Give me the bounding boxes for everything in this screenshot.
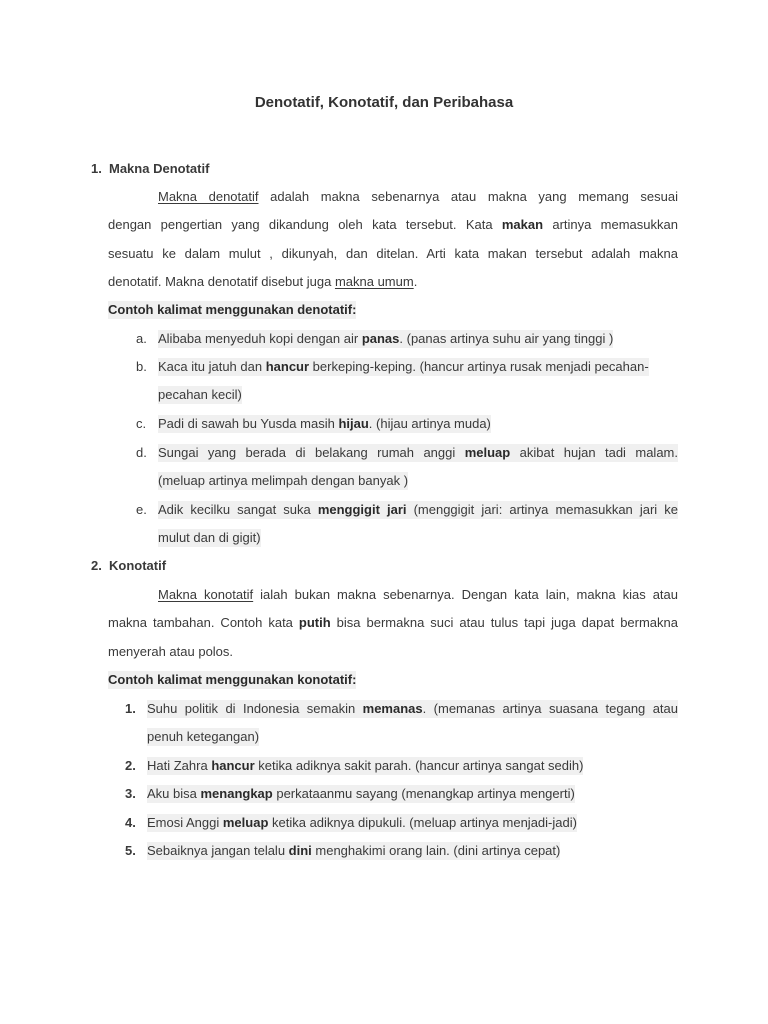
s1-item-b [158,358,649,376]
s2-item-4-rest: ketika adiknya dipukuli. (meluap artinya menjadi-jadi) [268,815,577,830]
s1-item-e-rest: (menggigit jari: artinya memasukkan jari ke [406,502,678,517]
s1-para-line-1 [158,188,678,206]
s2-item-5-text: Sebaiknya jangan telalu [147,843,289,858]
s1-item-d-rest: akibat hujan tadi malam. [510,445,678,460]
s2-line2-b: bisa bermakna suci atau tulus tapi juga dapat bermakna [330,615,678,630]
s1-item-e [158,501,678,519]
s1-item-b-bold: hancur [265,359,310,374]
s2-item-1-cont: penuh ketegangan) [147,729,260,744]
s1-para-line-4 [108,273,417,291]
s2-item-1-bold: memanas [362,701,423,716]
s1-item-e-text: Adik kecilku sangat suka [158,502,318,517]
s1-examples-label [108,301,356,319]
s1-line4-b: . [413,274,418,289]
s1-item-b-rest: berkeping-keping. (hancur artinya rusak menjadi pecahan- [309,359,649,374]
s2-item-4-bold: meluap [222,815,269,830]
s2-para-line-3: menyerah atau polos. [108,644,234,659]
s2-item-marker: 3. [125,786,136,801]
s1-line4-underline: makna umum [334,274,414,289]
s2-item-marker: 4. [125,815,136,830]
s1-item-b-cont: pecahan kecil) [158,387,242,402]
s2-item-2-rest: ketika adiknya sakit parah. (hancur artinya sangat sedih) [254,758,584,773]
s2-item-2-text: Hati Zahra [147,758,212,773]
s2-item-3-bold: menangkap [200,786,273,801]
s1-item-marker: c. [136,416,147,431]
s2-line2-bold: putih [298,615,331,630]
s1-item-d [158,444,678,462]
s1-para-line-2 [108,216,678,234]
s2-para-line-2 [108,614,678,632]
section-1-number: 1. [91,161,102,176]
section-2-number: 2. [91,558,102,573]
s2-item-2 [147,757,583,775]
s2-item-3 [147,785,575,803]
s1-line4-a: denotatif. Makna denotatif disebut juga [108,274,335,289]
s1-item-c-bold: hijau [338,416,369,431]
s1-item-d-bold: meluap [464,445,511,460]
section-1-heading: Makna Denotatif [109,161,210,176]
s1-item-a-rest: . (panas artinya suhu air yang tinggi ) [399,331,614,346]
s2-item-marker: 1. [125,701,136,716]
s2-item-4 [147,814,577,832]
s2-item-5-bold: dini [288,843,312,858]
s2-item-5 [147,842,560,860]
s2-item-4-text: Emosi Anggi [147,815,223,830]
s2-item-2-bold: hancur [211,758,255,773]
s1-examples-label-text: Contoh kalimat menggunakan denotatif: [108,302,357,317]
s2-item-3-rest: perkataanmu sayang (menangkap artinya mengerti) [272,786,575,801]
s1-line2-a: dengan pengertian yang dikandung oleh kata tersebut. Kata [108,217,502,232]
s2-para-line-1 [158,586,678,604]
s2-item-marker: 5. [125,843,136,858]
document-title: Denotatif, Konotatif, dan Peribahasa [254,94,514,111]
s2-examples-label [108,671,356,689]
s2-item-1 [147,700,678,718]
s1-item-marker: d. [136,445,147,460]
s2-item-1-text: Suhu politik di Indonesia semakin [147,701,363,716]
s1-item-marker: a. [136,331,147,346]
s1-item-e-cont: mulut dan di gigit) [158,530,261,545]
s1-item-e-bold: menggigit jari [317,502,407,517]
s1-line1-rest: adalah makna sebenarnya atau makna yang memang sesuai [258,189,678,204]
s1-item-a-bold: panas [361,331,400,346]
s1-item-d-text: Sungai yang berada di belakang rumah anggi [158,445,465,460]
s1-line2-b: artinya memasukkan [543,217,678,232]
s1-para-line-3: sesuatu ke dalam mulut , dikunyah, dan ditelan. Arti kata makan tersebut adalah makna [108,246,678,261]
s2-item-3-text: Aku bisa [147,786,201,801]
s1-item-c-text: Padi di sawah bu Yusda masih [158,416,339,431]
s2-line2-a: makna tambahan. Contoh kata [108,615,299,630]
s1-item-marker: b. [136,359,147,374]
s2-examples-label-text: Contoh kalimat menggunakan konotatif: [108,672,357,687]
s1-item-a [158,330,613,348]
s1-item-marker: e. [136,502,147,517]
s1-item-d-cont: (meluap artinya melimpah dengan banyak ) [158,473,409,488]
s1-item-c [158,415,491,433]
s2-item-5-rest: menghakimi orang lain. (dini artinya cepat) [311,843,561,858]
section-2-heading: Konotatif [109,558,167,573]
s1-line2-bold: makan [501,217,544,232]
s1-item-c-rest: . (hijau artinya muda) [368,416,491,431]
s2-item-1-rest: . (memanas artinya suasana tegang atau [422,701,679,716]
s1-item-a-text: Alibaba menyeduh kopi dengan air [158,331,362,346]
s2-line1-rest: ialah bukan makna sebenarnya. Dengan kata lain, makna kias atau [253,587,678,602]
s2-term: Makna konotatif [158,587,254,602]
s1-item-b-text: Kaca itu jatuh dan [158,359,266,374]
s1-term: Makna denotatif [158,189,259,204]
s2-item-marker: 2. [125,758,136,773]
